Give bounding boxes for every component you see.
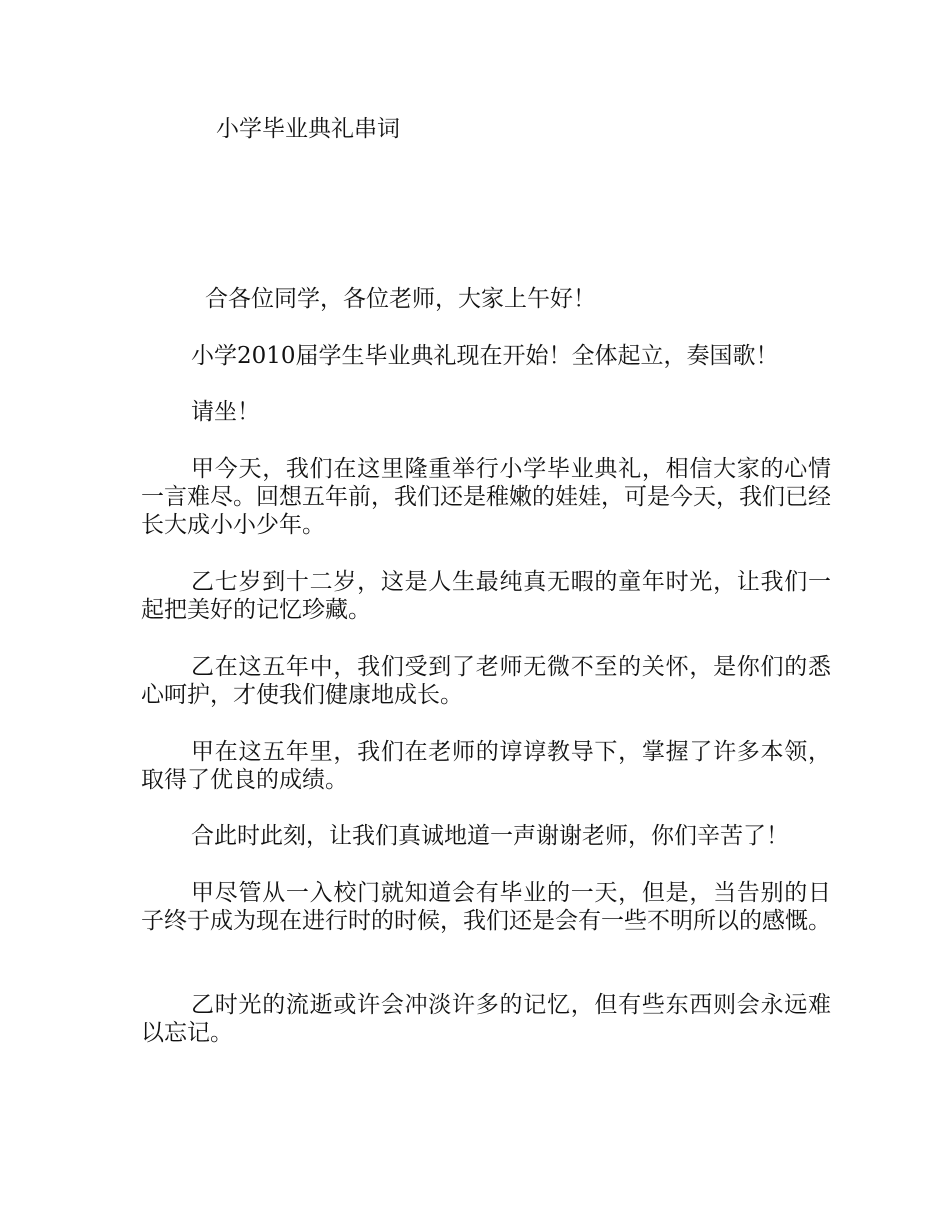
paragraph-jia-3: 甲尽管从一入校门就知道会有毕业的一天，但是，当告别的日子终于成为现在进行时的时候，我们还是会有一些不明所以的感慨。 (141, 880, 831, 934)
paragraph-jia-1: 甲今天，我们在这里隆重举行小学毕业典礼，相信大家的心情一言难尽。回想五年前，我们还是稚嫩的娃娃，可是今天，我们已经长大成小小少年。 (141, 456, 831, 538)
paragraph-yi-1: 乙七岁到十二岁，这是人生最纯真无暇的童年时光，让我们一起把美好的记忆珍藏。 (141, 569, 831, 623)
paragraph-yi-3: 乙时光的流逝或许会冲淡许多的记忆，但有些东西则会永远难以忘记。 (141, 992, 831, 1046)
paragraph-be-seated: 请坐！ (191, 399, 260, 425)
paragraph-yi-2: 乙在这五年中，我们受到了老师无微不至的关怀，是你们的悉心呵护，才使我们健康地成长。 (141, 654, 831, 708)
document-title: 小学毕业典礼串词 (216, 116, 400, 142)
paragraph-he-thanks: 合此时此刻，让我们真诚地道一声谢谢老师，你们辛苦了！ (191, 823, 789, 849)
paragraph-greeting: 合各位同学，各位老师，大家上午好！ (205, 286, 596, 312)
paragraph-opening: 小学2010届学生毕业典礼现在开始！全体起立，奏国歌！ (191, 343, 779, 369)
paragraph-jia-2: 甲在这五年里，我们在老师的谆谆教导下，掌握了许多本领，取得了优良的成绩。 (141, 739, 831, 793)
